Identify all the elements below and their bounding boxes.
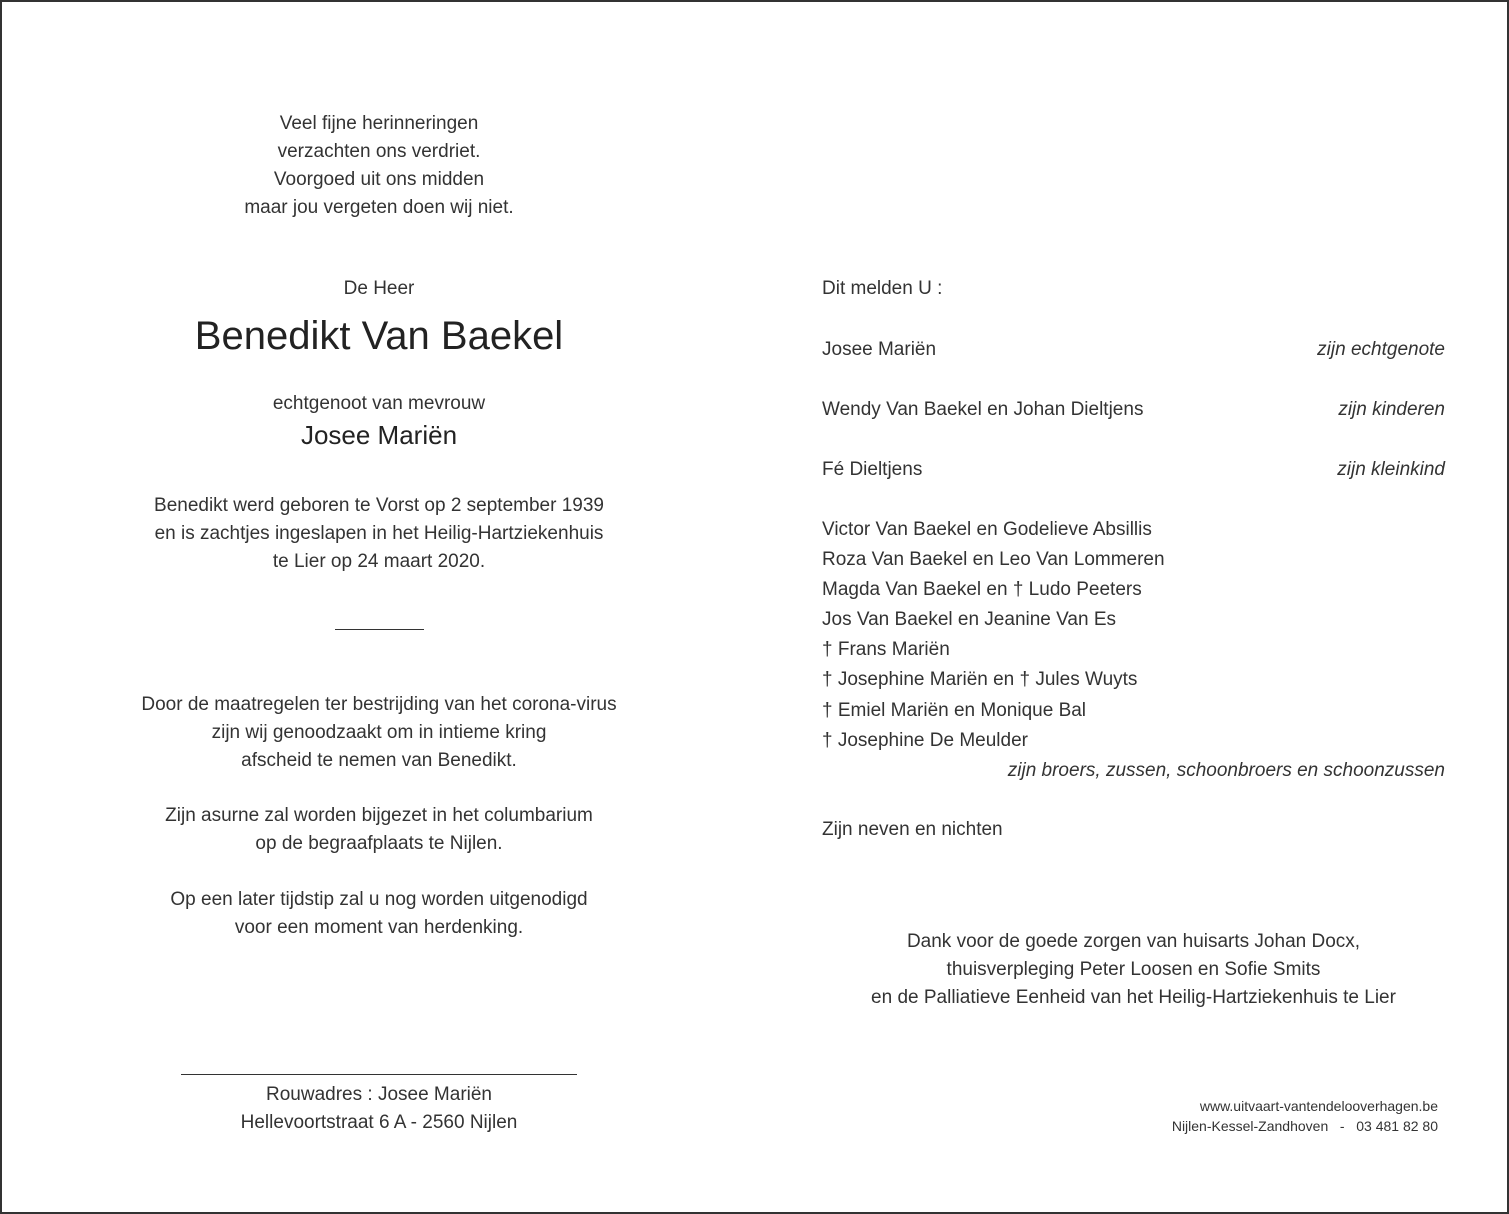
biography (2, 492, 756, 576)
relative-relation: zijn kleinkind (1337, 459, 1445, 480)
poem-line: maar jou vergeten doen wij niet. (244, 197, 514, 218)
relative-row (822, 395, 1445, 425)
relative-names: Josee Mariën (822, 339, 937, 360)
relative-row (822, 455, 1445, 485)
thanks-line: Dank voor de goede zorgen van huisarts Johan Docx, (906, 931, 1361, 952)
sibling-line: † Emiel Mariën en Monique Bal (822, 699, 1087, 721)
funeral-home-website: www.uitvaart-vantendelooverhagen.be (1199, 1098, 1438, 1114)
notice-line: zijn wij genoodzaakt om in intieme kring (211, 722, 547, 743)
title-prefix: De Heer (343, 278, 415, 299)
deceased-name: Benedikt Van Baekel (194, 314, 564, 358)
sibling-line: † Josephine De Meulder (822, 729, 1028, 751)
sibling-line: † Frans Mariën (822, 639, 950, 661)
poem (2, 110, 756, 222)
thanks-line: en de Palliatieve Eenheid van het Heilig-Hartziekenhuis te Lier (871, 987, 1396, 1008)
mourning-address (2, 1081, 756, 1137)
bio-line: en is zachtjes ingeslapen in het Heilig-Hartziekenhuis (154, 523, 604, 544)
sibling-line: Roza Van Baekel en Leo Van Lommeren (822, 549, 1165, 571)
spouse-name: Josee Mariën (300, 420, 458, 450)
notice-paragraph (2, 886, 756, 942)
notice-line: afscheid te nemen van Benedikt. (241, 750, 517, 771)
notice-paragraph (2, 691, 756, 775)
announce-intro: Dit melden U : (822, 278, 943, 299)
bio-line: te Lier op 24 maart 2020. (272, 551, 486, 572)
relative-names: Fé Dieltjens (822, 459, 923, 480)
divider-address (181, 1074, 577, 1075)
relative-row (822, 335, 1445, 365)
notice-line: Zijn asurne zal worden bijgezet in het columbarium (165, 805, 593, 826)
address-line: Rouwadres : Josee Mariën (266, 1084, 492, 1105)
notice-line: Op een later tijdstip zal u nog worden uitgenodigd (170, 889, 588, 910)
notice-line: Door de maatregelen ter bestrijding van het corona-virus (141, 694, 617, 715)
cousins-line: Zijn neven en nichten (822, 819, 1003, 840)
notice-line: op de begraafplaats te Nijlen. (255, 833, 503, 854)
notice-paragraph (2, 802, 756, 858)
siblings-list (822, 515, 1445, 786)
relative-relation: zijn echtgenote (1317, 339, 1445, 360)
spouse-intro: echtgenoot van mevrouw (272, 393, 486, 414)
sibling-line: Jos Van Baekel en Jeanine Van Es (822, 609, 1116, 631)
divider-short (335, 629, 424, 630)
poem-line: Veel fijne herinneringen (279, 113, 479, 134)
thanks-line: thuisverpleging Peter Loosen en Sofie Smits (946, 959, 1321, 980)
siblings-relation: zijn broers, zussen, schoonbroers en schoonzussen (1007, 759, 1445, 781)
sibling-line: Magda Van Baekel en † Ludo Peeters (822, 579, 1142, 601)
notice-line: voor een moment van herdenking. (234, 917, 524, 938)
relative-relation: zijn kinderen (1338, 399, 1445, 420)
sibling-line: Victor Van Baekel en Godelieve Absillis (822, 519, 1152, 540)
relative-names: Wendy Van Baekel en Johan Dieltjens (822, 399, 1144, 420)
sibling-line: † Josephine Mariën en † Jules Wuyts (822, 669, 1138, 691)
poem-line: verzachten ons verdriet. (277, 141, 481, 162)
thanks (822, 928, 1445, 1012)
address-line: Hellevoortstraat 6 A - 2560 Nijlen (240, 1112, 518, 1133)
funeral-home-contact: Nijlen-Kessel-Zandhoven - 03 481 82 80 (1171, 1118, 1438, 1134)
poem-line: Voorgoed uit ons midden (273, 169, 485, 190)
bio-line: Benedikt werd geboren te Vorst op 2 september 1939 (154, 495, 604, 516)
